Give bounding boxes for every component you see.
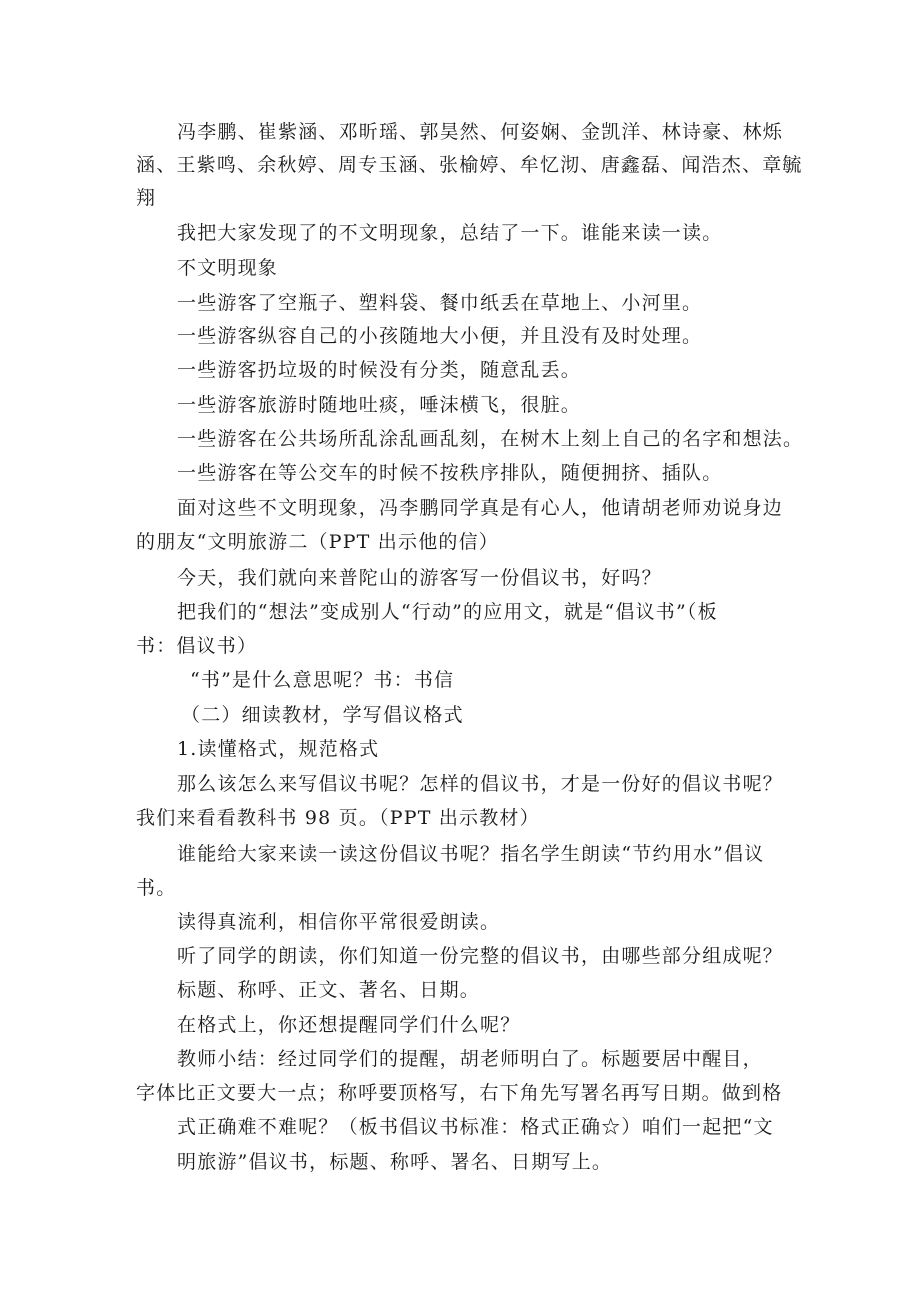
text-line: 的朋友“文明旅游二（PPT 出示他的信） <box>136 531 499 553</box>
text-line: 一些游客纵容自己的小孩随地大小便，并且没有及时处理。 <box>177 325 703 347</box>
section-heading: 1.读懂格式，规范格式 <box>177 738 380 760</box>
text-line: 在格式上，你还想提醒同学们什么呢？ <box>177 1014 521 1036</box>
text-line: 我把大家发现了的不文明现象，总结了一下。谁能来读一读。 <box>177 222 723 244</box>
text-line: 一些游客扔垃圾的时候没有分类，随意乱丢。 <box>177 359 582 381</box>
text-line: 冯李鹏、崔紫涵、邓昕瑶、郭昊然、何姿娴、金凯洋、林诗豪、林烁 <box>177 121 784 143</box>
text-line: 读得真流利，相信你平常很爱朗读。 <box>177 911 501 933</box>
text-line: 一些游客旅游时随地吐痰，唾沫横飞，很脏。 <box>177 394 582 416</box>
text-line: 听了同学的朗读，你们知道一份完整的倡议书，由哪些部分组成呢？ <box>177 945 784 967</box>
text-line: 书。 <box>136 877 177 899</box>
text-line: 一些游客在公共场所乱涂乱画乱刻，在树木上刻上自己的名字和想法。 <box>177 428 804 450</box>
text-line: 翔 <box>136 187 157 209</box>
text-line: 一些游客在等公交车的时候不按秩序排队，随便拥挤、插队。 <box>177 462 723 484</box>
text-line: 一些游客了空瓶子、塑料袋、餐巾纸丢在草地上、小河里。 <box>177 292 703 314</box>
text-line: 标题、称呼、正文、著名、日期。 <box>177 979 481 1001</box>
text-line: 那么该怎么来写倡议书呢？怎样的倡议书，才是一份好的倡议书呢？ <box>177 773 784 795</box>
text-line: 字体比正文要大一点；称呼要顶格写，右下角先写署名再写日期。做到格 <box>136 1082 783 1104</box>
text-line: 教师小结：经过同学们的提醒，胡老师明白了。标题要居中醒目， <box>177 1048 763 1070</box>
text-line: 明旅游”倡议书，标题、称呼、署名、日期写上。 <box>177 1151 613 1173</box>
text-line: 书：倡议书） <box>136 635 258 657</box>
text-line: 式正确难不难呢？（板书倡议书标准：格式正确☆）咱们一起把“文 <box>177 1116 774 1138</box>
text-line: “书”是什么意思呢？书：书信 <box>190 669 455 691</box>
text-line: 今天，我们就向来普陀山的游客写一份倡议书，好吗？ <box>177 567 662 589</box>
text-line: 把我们的“想法”变成别人“行动”的应用文，就是“倡议书”（板 <box>177 601 718 623</box>
text-line: 面对这些不文明现象，冯李鹏同学真是有心人，他请胡老师劝说身边 <box>177 497 784 519</box>
text-line: 谁能给大家来读一读这份倡议书呢？指名学生朗读“节约用水”倡议 <box>177 843 765 865</box>
section-heading: 不文明现象 <box>177 257 279 279</box>
section-heading: （二）细读教材，学写倡议格式 <box>181 704 464 726</box>
text-line: 涵、王紫鸣、余秋婷、周专玉涵、张榆婷、牟忆沏、唐鑫磊、闻浩杰、章毓 <box>136 154 803 176</box>
text-line: 我们来看看教科书 98 页。（PPT 出示教材） <box>136 807 540 829</box>
